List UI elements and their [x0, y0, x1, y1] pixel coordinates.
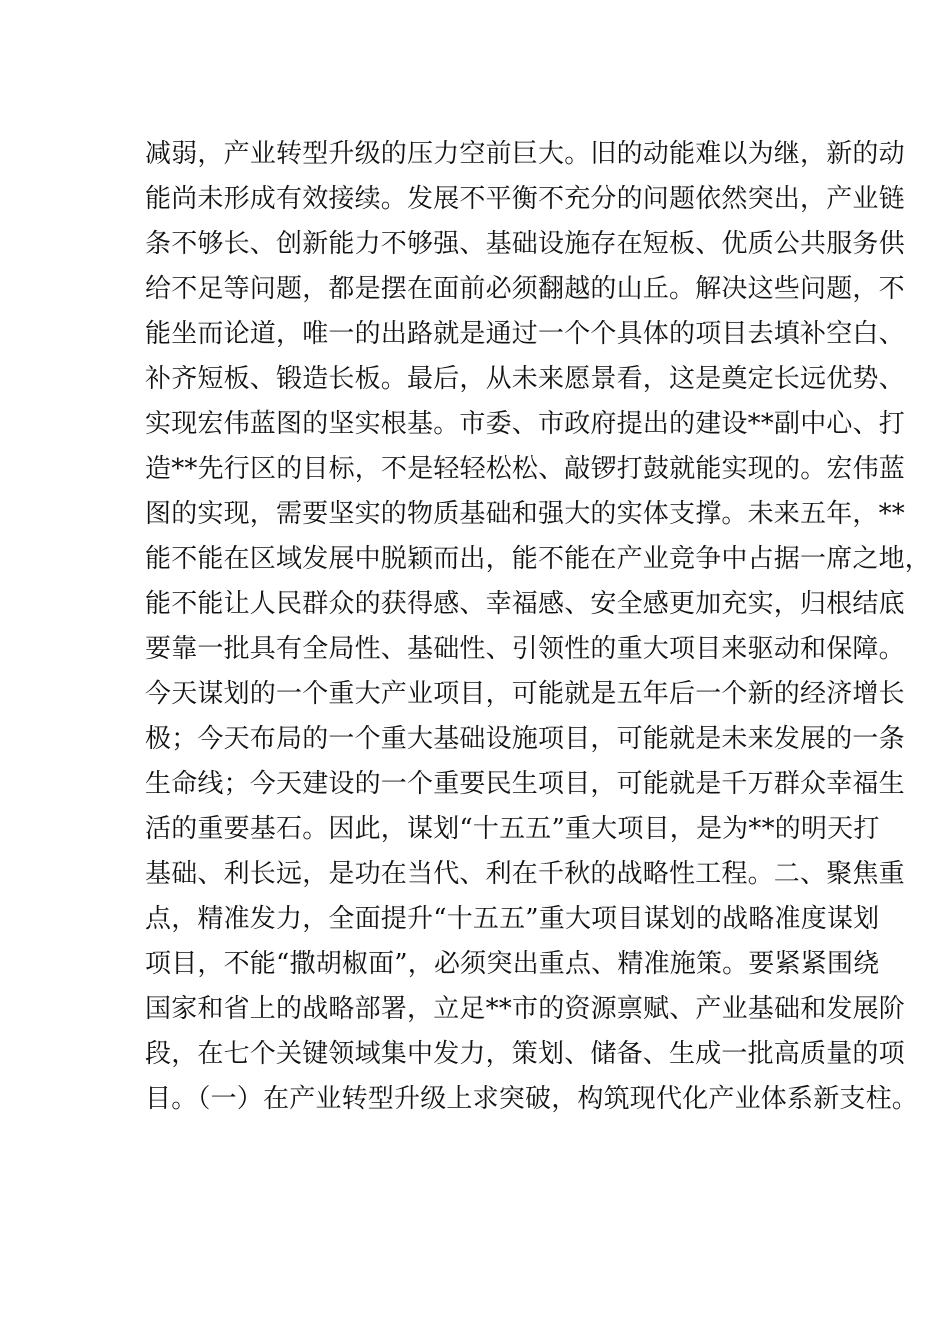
text-line: 图的实现，需要坚实的物质基础和强大的实体支撑。未来五年，** [145, 499, 906, 529]
text-line: 条不够长、创新能力不够强、基础设施存在短板、优质公共服务供 [145, 229, 905, 259]
text-line: 点，精准发力，全面提升“十五五”重大项目谋划的战略准度谋划 [145, 904, 880, 934]
text-line: 造**先行区的目标，不是轻轻松松、敲锣打鼓就能实现的。宏伟蓝 [145, 454, 906, 484]
text-line: 段，在七个关键领域集中发力，策划、储备、生成一批高质量的项 [145, 1039, 905, 1069]
text-line: 减弱，产业转型升级的压力空前巨大。旧的动能难以为继，新的动 [145, 139, 905, 169]
text-line: 给不足等问题，都是摆在面前必须翻越的山丘。解决这些问题，不 [145, 274, 905, 304]
text-line: 能尚未形成有效接续。发展不平衡不充分的问题依然突出，产业链 [145, 184, 905, 214]
text-line: 能坐而论道，唯一的出路就是通过一个个具体的项目去填补空白、 [145, 319, 905, 349]
text-line: 生命线；今天建设的一个重要民生项目，可能就是千万群众幸福生 [145, 769, 905, 799]
text-line: 活的重要基石。因此，谋划“十五五”重大项目，是为**的明天打 [145, 814, 880, 844]
text-line: 目。（一）在产业转型升级上求突破，构筑现代化产业体系新支柱。 [145, 1084, 919, 1114]
text-line: 国家和省上的战略部署，立足**市的资源禀赋、产业基础和发展阶 [145, 994, 906, 1024]
text-line: 要靠一批具有全局性、基础性、引领性的重大项目来驱动和保障。 [145, 634, 905, 664]
text-line: 基础、利长远，是功在当代、利在千秋的战略性工程。二、聚焦重 [145, 859, 905, 889]
text-line: 项目，不能“撒胡椒面”，必须突出重点、精准施策。要紧紧围绕 [145, 949, 880, 979]
text-line: 能不能让人民群众的获得感、幸福感、安全感更加充实，归根结底 [145, 589, 905, 619]
text-line: 能不能在区域发展中脱颖而出，能不能在产业竞争中占据一席之地， [145, 544, 932, 574]
text-line: 极；今天布局的一个重大基础设施项目，可能就是未来发展的一条 [145, 724, 905, 754]
text-line: 实现宏伟蓝图的坚实根基。市委、市政府提出的建设**副中心、打 [145, 409, 906, 439]
body-text [145, 132, 932, 1122]
text-line: 今天谋划的一个重大产业项目，可能就是五年后一个新的经济增长 [145, 679, 905, 709]
text-line: 补齐短板、锻造长板。最后，从未来愿景看，这是奠定长远优势、 [145, 364, 905, 394]
